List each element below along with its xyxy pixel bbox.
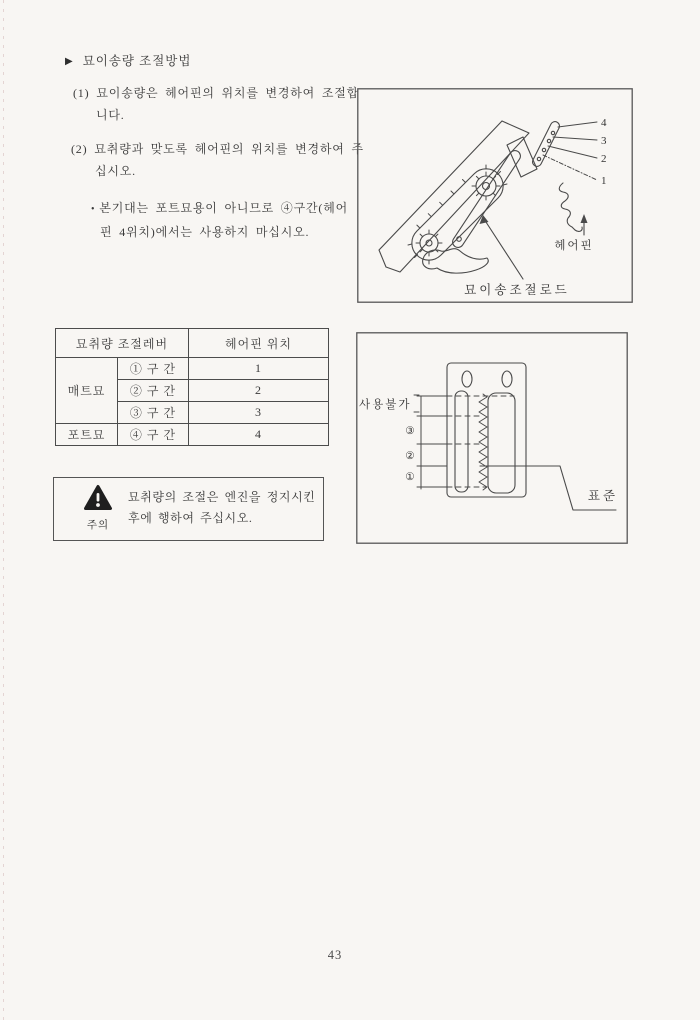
table-row xyxy=(56,424,329,446)
feed-rod-diagram xyxy=(357,88,633,303)
cell-section-3: ③ 구 간 xyxy=(118,402,189,424)
diagram-frame xyxy=(357,333,627,543)
level-1-label: ① xyxy=(405,472,415,483)
warning-text xyxy=(128,487,316,529)
hairpin-position-table xyxy=(55,328,329,446)
paragraph-1-text: 묘이송량은 헤어핀의 위치를 변경하여 조절합 xyxy=(96,86,360,100)
note-paragraph xyxy=(91,197,348,243)
hairpin-label: 헤어핀 xyxy=(554,240,594,252)
warning-line-2: 후에 행하여 주십시오. xyxy=(128,511,253,525)
position-scale-diagram xyxy=(356,332,628,544)
rod-label: 묘이송조절로드 xyxy=(464,283,570,297)
hairpin-shape xyxy=(559,183,582,231)
rail xyxy=(379,121,529,272)
page-number: 43 xyxy=(327,948,343,962)
table-row xyxy=(56,358,329,380)
plate-hole xyxy=(462,371,472,387)
position-label-4: 4 xyxy=(601,117,607,129)
standard-label: 표준 xyxy=(587,489,619,503)
section-title-row xyxy=(65,51,191,69)
paragraph-2-line-1 xyxy=(71,138,364,160)
header-lever: 묘취량 조절레버 xyxy=(56,329,189,358)
pawl-foot xyxy=(423,249,489,273)
hairpin-arrow xyxy=(581,214,588,235)
cell-position-1: 1 xyxy=(189,358,329,380)
paragraph-2 xyxy=(71,138,364,182)
exclamation-bar xyxy=(97,493,100,502)
bullet-icon: • xyxy=(91,204,96,215)
paragraph-2-text: 묘취량과 맞도록 헤어핀의 위치를 변경하여 주 xyxy=(94,142,364,156)
item-number: (1) xyxy=(73,86,90,100)
exclamation-dot xyxy=(96,503,100,507)
standard-leader-line xyxy=(480,466,619,510)
cell-group-mat: 매트묘 xyxy=(56,358,118,424)
cell-section-2: ② 구 간 xyxy=(118,380,189,402)
cell-group-pot: 포트묘 xyxy=(56,424,118,446)
warning-line-1: 묘취량의 조절은 엔진을 정지시킨 xyxy=(128,490,316,504)
triangle-bullet-icon: ▶ xyxy=(65,56,74,67)
rod-arrow xyxy=(480,215,524,279)
cell-position-2: 2 xyxy=(189,380,329,402)
paragraph-1 xyxy=(73,82,359,126)
item-number: (2) xyxy=(71,142,88,156)
plate-hole xyxy=(502,371,512,387)
plate-window xyxy=(488,393,515,493)
header-hairpin-position: 헤어핀 위치 xyxy=(189,329,329,358)
cell-position-4: 4 xyxy=(189,424,329,446)
cell-section-1: ① 구 간 xyxy=(118,358,189,380)
note-text: 본기대는 포트묘용이 아니므로 ④구간(헤어 xyxy=(99,201,348,215)
position-label-3: 3 xyxy=(601,135,607,147)
position-label-1: 1 xyxy=(601,175,607,187)
note-line-1 xyxy=(91,197,348,221)
scale-bracket xyxy=(414,395,514,489)
level-2-label: ② xyxy=(405,451,415,462)
scan-artifact-edge xyxy=(3,0,4,1020)
cell-position-3: 3 xyxy=(189,402,329,424)
spring-coil xyxy=(479,394,487,490)
warning-caption: 주의 xyxy=(86,520,110,531)
warning-icon-block xyxy=(72,484,124,532)
paragraph-2-line-2: 십시오. xyxy=(95,164,136,178)
position-label-2: 2 xyxy=(601,153,607,165)
warning-triangle-icon xyxy=(83,484,113,512)
section-title: 묘이송량 조절방법 xyxy=(82,54,192,68)
note-line-2: 핀 4위치)에서는 사용하지 마십시오. xyxy=(100,225,310,239)
warning-box xyxy=(53,477,324,541)
plate-slot xyxy=(455,391,468,492)
unusable-label: 사용불가 xyxy=(359,399,412,411)
paragraph-1-line-1 xyxy=(73,82,359,104)
table-header-row xyxy=(56,329,329,358)
level-3-label: ③ xyxy=(405,426,415,437)
paragraph-1-line-2: 니다. xyxy=(96,108,125,122)
leader-lines xyxy=(543,122,597,180)
cell-section-4: ④ 구 간 xyxy=(118,424,189,446)
pin-strip xyxy=(531,120,561,168)
